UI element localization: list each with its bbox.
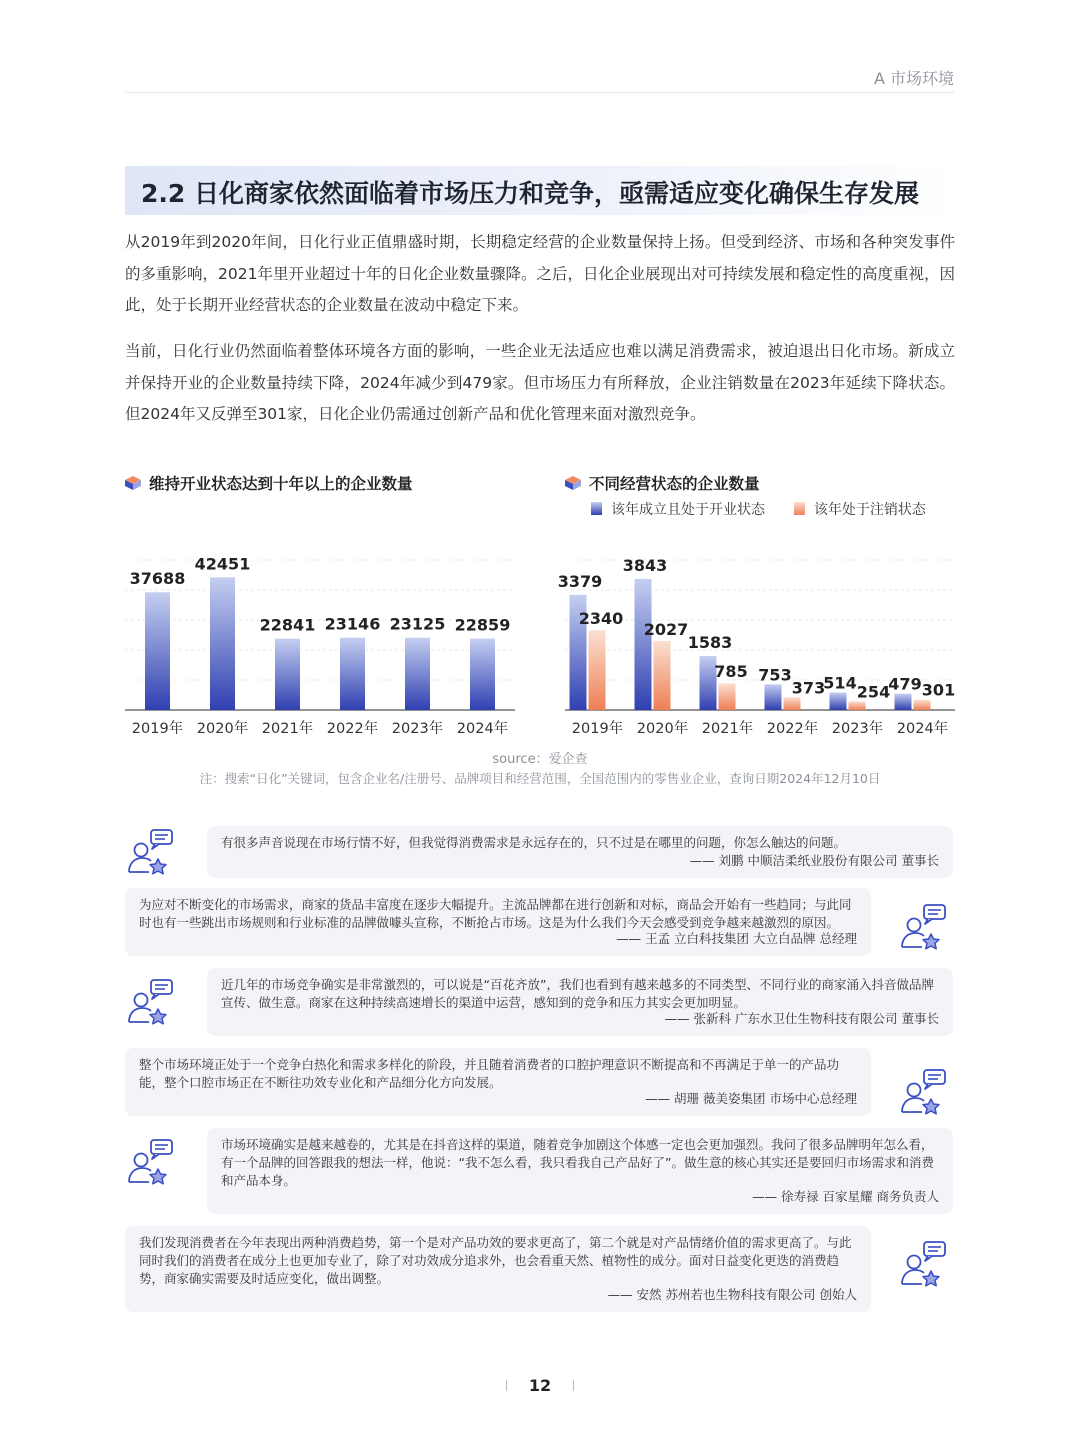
legend-swatch-blue xyxy=(591,502,602,515)
user-speech-bubble-icon xyxy=(900,1240,948,1288)
bar-2019年-s2 xyxy=(589,630,606,710)
quote-text: 市场环境确实是越来越卷的，尤其是在抖音这样的渠道，随着竞争加剧这个体感一定也会更加强烈。我问了很多品牌明年怎么看，有一个品牌的回答跟我的想法一样，他说：“我不怎么看，我只看我自己产品好了”。做生意的核心其实还是要回归市场需求和消费和产品本身。 xyxy=(221,1137,934,1188)
bar-value-label: 254 xyxy=(856,682,891,702)
bar-2020年-s1 xyxy=(635,579,652,710)
section-title-bar xyxy=(125,166,955,215)
bar-value-label: 753 xyxy=(758,665,792,685)
chart-cube-icon xyxy=(565,476,581,490)
quote-author: —— 王孟 立白科技集团 大立白品牌 总经理 xyxy=(616,931,857,946)
bar-value-label: 42451 xyxy=(194,554,251,574)
x-tick-label: 2024年 xyxy=(456,721,509,737)
chart-cube-icon xyxy=(125,476,141,490)
bar-value-label: 22841 xyxy=(259,615,316,635)
bar-2023年 xyxy=(405,638,430,710)
header-divider xyxy=(125,92,954,93)
quote-text: 有很多声音说现在市场行情不好，但我觉得消费需求是永远存在的，只不过是在哪里的问题，你怎么触达的问题。 xyxy=(221,835,847,850)
x-tick-label: 2023年 xyxy=(391,721,444,737)
bar-2021年-s2 xyxy=(719,683,736,710)
page-number-divider-left xyxy=(506,1380,507,1391)
page-number-divider-right xyxy=(573,1380,574,1391)
section-tag: A 市场环境 xyxy=(873,69,954,88)
paragraph-1: 从2019年到2020年间，日化行业正值鼎盛时期，长期稳定经营的企业数量保持上扬。但受到经济、市场和各种突发事件的多重影响，2021年里开业超过十年的日化企业数量骤降。之后，日化企业展现出对可持续发展和稳定性的高度重视，因此，处于长期开业经营状态的企业数量在波动中稳定下来。 xyxy=(125,233,955,314)
bar-2019年 xyxy=(145,592,170,710)
chart-2 xyxy=(557,528,956,748)
x-tick-label: 2022年 xyxy=(766,721,819,737)
bar-2024年-s2 xyxy=(914,700,931,710)
user-speech-bubble-icon xyxy=(127,978,175,1026)
quote-card xyxy=(207,968,953,1036)
bar-2020年 xyxy=(210,577,235,710)
bar-value-label: 3379 xyxy=(557,571,603,591)
chart-1 xyxy=(125,528,515,748)
page-number xyxy=(0,1376,1080,1395)
x-tick-label: 2022年 xyxy=(326,721,379,737)
x-tick-label: 2020年 xyxy=(636,721,689,737)
x-tick-label: 2019年 xyxy=(571,721,624,737)
legend-series-2: 该年处于注销状态 xyxy=(813,502,926,518)
paragraph-2: 当前，日化行业仍然面临着整体环境各方面的影响，一些企业无法适应也难以满足消费需求，被迫退出日化市场。新成立并保持开业的企业数量持续下降，2024年减少到479家。但市场压力有所释放，企业注销数量在2023年延续下降状态。但2024年又反弹至301家，日化企业仍需通过创新产品和优化管理来面对激烈竞争。 xyxy=(125,342,955,423)
quote-card xyxy=(207,1128,953,1214)
user-speech-bubble-icon xyxy=(127,828,175,876)
x-tick-label: 2021年 xyxy=(261,721,314,737)
chart-2-legend xyxy=(591,499,926,519)
bar-value-label: 23146 xyxy=(324,614,381,634)
bar-value-label: 479 xyxy=(888,674,922,694)
quote-author: —— 安然 苏州若也生物科技有限公司 创始人 xyxy=(607,1287,857,1302)
bar-2024年 xyxy=(470,639,495,710)
quote-text: 整个市场环境正处于一个竞争白热化和需求多样化的阶段，并且随着消费者的口腔护理意识不断提高和不再满足于单一的产品功能，整个口腔市场正在不断往功效专业化和产品细分化方向发展。 xyxy=(139,1057,840,1090)
bar-2022年 xyxy=(340,638,365,710)
bar-2021年 xyxy=(275,639,300,710)
quote-author: —— 张新科 广东水卫仕生物科技有限公司 董事长 xyxy=(664,1011,939,1026)
section-title: 2.2 日化商家依然面临着市场压力和竞争，亟需适应变化确保生存发展 xyxy=(141,179,919,208)
bar-value-label: 37688 xyxy=(129,569,186,589)
user-speech-bubble-icon xyxy=(900,1068,948,1116)
legend-swatch-orange xyxy=(794,502,805,515)
bar-value-label: 2027 xyxy=(643,619,689,639)
bar-value-label: 301 xyxy=(921,680,956,700)
bar-value-label: 23125 xyxy=(389,614,446,634)
quote-text: 为应对不断变化的市场需求，商家的货品丰富度在逐步大幅提升。主流品牌都在进行创新和对标，商品会开始有一些趋同；与此同时也有一些跳出市场规则和行业标准的品牌做噱头宣称，不断抢占市场。这是为什么我们今天会感受到竞争越来越激烈的原因。 xyxy=(139,897,852,930)
x-tick-label: 2023年 xyxy=(831,721,884,737)
bar-value-label: 1583 xyxy=(687,633,733,653)
bar-value-label: 373 xyxy=(791,678,826,698)
bar-value-label: 22859 xyxy=(454,615,511,635)
quote-card xyxy=(207,826,953,878)
bar-2020年-s2 xyxy=(654,641,671,710)
quote-card xyxy=(125,1048,871,1116)
bar-2023年-s1 xyxy=(830,692,847,710)
quote-author: —— 刘鹏 中顺洁柔纸业股份有限公司 董事长 xyxy=(689,853,939,868)
chart-1-title-text: 维持开业状态达到十年以上的企业数量 xyxy=(149,475,413,493)
bar-value-label: 2340 xyxy=(578,609,624,629)
bar-2024年-s1 xyxy=(895,694,912,710)
bar-value-label: 514 xyxy=(823,673,857,693)
page-number-text: 12 xyxy=(528,1376,552,1395)
x-tick-label: 2024年 xyxy=(896,721,949,737)
quote-card xyxy=(125,888,871,956)
bar-2022年-s1 xyxy=(765,684,782,710)
bar-value-label: 785 xyxy=(714,662,748,682)
bar-2023年-s2 xyxy=(849,701,866,710)
bar-value-label: 3843 xyxy=(622,555,668,575)
chart-2-title xyxy=(565,472,760,494)
quote-author: —— 徐寿禄 百家星耀 商务负责人 xyxy=(752,1189,939,1204)
footnote: 注：搜索“日化”关键词，包含企业名/注册号、品牌项目和经营范围，全国范围内的零售业企业，查询日期2024年12月10日 xyxy=(199,771,881,786)
quote-text: 近几年的市场竞争确实是非常激烈的，可以说是“百花齐放”，我们也看到有越来越多的不同类型、不同行业的商家涌入抖音做品牌宣传、做生意。商家在这种持续高速增长的渠道中运营，感知到的竞争和压力其实会更加明显。 xyxy=(221,977,934,1010)
quote-author: —— 胡珊 薇美姿集团 市场中心总经理 xyxy=(645,1091,857,1106)
user-speech-bubble-icon xyxy=(127,1138,175,1186)
bar-2022年-s2 xyxy=(784,697,801,710)
quote-card xyxy=(125,1226,871,1312)
quote-text: 我们发现消费者在今年表现出两种消费趋势，第一个是对产品功效的要求更高了，第二个就是对产品情绪价值的需求更高了。与此同时我们的消费者在成分上也更加专业了，除了对功效成分追求外，也会看重天然、植物性的成分。面对日益变化更迭的消费趋势，商家确实需要及时适应变化，做出调整。 xyxy=(139,1235,852,1286)
user-speech-bubble-icon xyxy=(900,903,948,951)
x-tick-label: 2020年 xyxy=(196,721,249,737)
x-tick-label: 2019年 xyxy=(131,721,184,737)
legend-series-1: 该年成立且处于开业状态 xyxy=(611,502,765,518)
x-tick-label: 2021年 xyxy=(701,721,754,737)
chart-2-title-text: 不同经营状态的企业数量 xyxy=(589,475,760,493)
source-line: source：爱企查 xyxy=(492,752,588,767)
chart-1-title xyxy=(125,472,413,494)
